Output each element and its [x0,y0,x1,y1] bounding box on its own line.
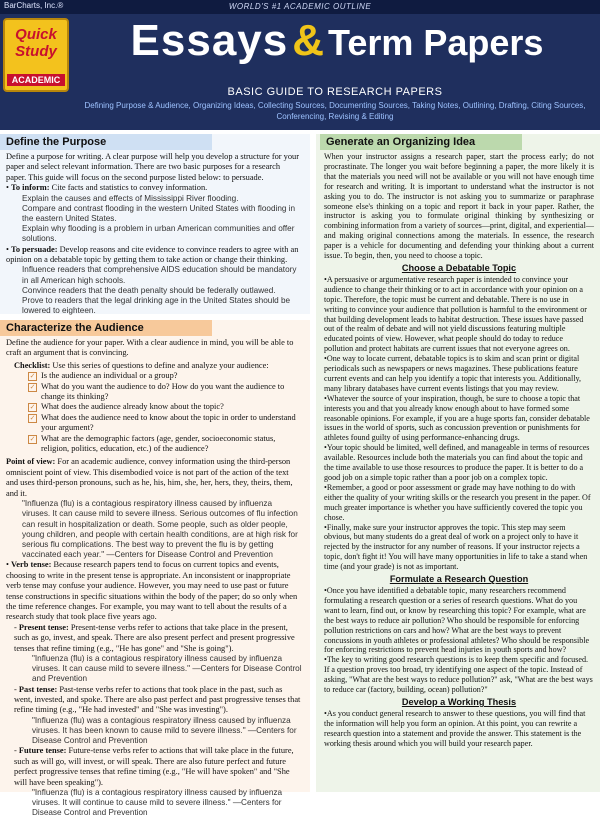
persuade-example: Convince readers that the death penalty should be federally outlawed. [22,285,276,295]
logo-line1: Quick [15,26,57,43]
inform-label: To inform: [11,183,50,193]
checklist [6,361,302,455]
bullet-text: Your topic should be limited, well defined, and manageable in terms of resources available. Resources include both the materials you can find about the topic and the time available to use those resources to produce the paper. It is better to do a good job on a simple topic rather than a poor job on a complex topic. [324,443,590,482]
audience-intro: Define the audience for your paper. With a clear audience in mind, you will be able to craft an argument that is convincing. [6,338,294,358]
pov-quote: "Influenza (flu) is a contagious respiratory illness caused by influenza viruses. It can cause mild to severe illness. Serious outcomes of flu infection can result in hospitalization or death. Some people, such as older people, young children, and people with certain health conditions, are at high risk for serious flu complications. The best way to prevent the flu is by getting vaccinated each year." —Centers for Disease Control and Prevention [22,499,298,560]
debatable-heading: Choose a Debatable Topic [401,262,517,273]
inform-example: Compare and contrast flooding in the western United States with flooding in the eastern United States. [22,203,296,224]
past-label: Past tense: [18,684,58,694]
checkbox-icon: ✓ [29,372,36,381]
checklist-item-text: What does the audience already know about the topic? [41,402,224,412]
checklist-item [14,371,302,381]
title-ampersand: & [292,16,325,65]
question-bullet: •Once you have identified a debatable topic, many researchers recommend formulating a research question or a series of research questions. What do you want to learn, find out, or know by researching this topic? For example, what are the best ways to reduce air pollution? Who should be responsible for enforcing pollution restrictions on cars and how? What are the best ways to prevent concussions in youth athletes or professional athletes? Who should be responsible for enforcing restrictions to prevent head injuries in youth sports and how? [324,585,590,655]
checklist-item [14,382,302,403]
bullet-text: Whatever the source of your inspiration, though, be sure to choose a topic that interests you and that you already know enough about to have formed some reasonable opinions. For example, if you are a huge sports fan, consider debatable issues in the world of sports, such as concussion prevention or punishments for athletes found guilty of using performance-enhancing drugs. [324,393,590,443]
audience-section [0,320,310,818]
bullet-text: As you conduct general research to answer to these questions, you will find that the information will help you form an opinion. At this point, you can rewrite a research question into a statement and provide the answer. This statement is the working thesis around which you will build your research paper. [324,708,586,748]
tense-label: Verb tense: [11,560,52,570]
purpose-intro: Define a purpose for writing. A clear purpose will help you develop a structure for your paper and select relevant information. There are two basic purposes for a research paper. This guide will focus on the second purpose listed below: to persuade. [6,152,300,182]
purpose-heading: Define the Purpose [0,134,212,150]
organizing-intro: When your instructor assigns a research paper, start the process early; do not procrastinate. The longer you wait before beginning a paper, the more likely it is that the materials you need will not be available or you will not have enough time for research and writing. It is important to understand what the instructor is not asking you to do. The instructor is not asking you to summarize or paraphrase someone else's thinking on a topic and report it back in your paper. Rather, the instructor is asking you to formulate original thinking by synthesizing or combining information from a variety of sources—print, digital, and experiential—and making original connections among the materials. In essence, the research paper is a vehicle for documenting and defending your thinking about a current issue. To begin, then, you need to choose a topic. [324,152,594,261]
pov-text: For an academic audience, convey information using the third-person omniscient point of view. This disembodied voice is not part of the action of the text and uses third-person pronouns, such as he, his, him, she, her, hers, they, theirs, them, and it. [6,457,293,498]
past-paragraph: - Past tense: Past-tense verbs refer to actions that took place in the past, such as went, invested, and spoke. There are also past perfect and past progressive tenses that refine timing (e.g., "He had invested" and "She was investing"). [14,684,301,715]
checkbox-icon: ✓ [29,413,36,422]
inform-text: Cite facts and statistics to convey information. [51,183,208,193]
checklist-label: Checklist: [14,360,51,370]
pov-label: Point of view: [6,457,56,467]
publisher: BarCharts, Inc.® [4,1,64,10]
title-part1: Essays [130,16,289,65]
future-quote: "Influenza (flu) is a contagious respiratory illness caused by influenza viruses. It will continue to cause mild to severe illness." —Centers for Disease Control and Prevention [32,788,283,818]
checkbox-icon: ✓ [29,403,36,412]
persuade-example: Influence readers that comprehensive AIDS education should be mandatory in all American high schools. [22,265,297,285]
quickstudy-logo [3,18,69,92]
checklist-item [14,413,302,434]
logo-line2: Study [15,43,57,60]
thesis-bullet: •As you conduct general research to answer to these questions, you will find that the information will help you form an opinion. At this point, you can rewrite a research question into a statement and provide the answer. This statement is the working thesis around which you will build your research paper. [324,708,586,748]
topics-list: Defining Purpose & Audience, Organizing Ideas, Collecting Sources, Documenting Sources, Taking Notes, Outlining, Drafting, Citing Sources, Conferencing, Revising & Editing [84,101,586,121]
checkbox-icon: ✓ [29,382,36,391]
persuade-example: Prove to readers that the legal drinking age in the United States should be lowered to eighteen. [22,296,291,316]
purpose-section [0,134,310,314]
thesis-heading: Develop a Working Thesis [401,696,517,707]
logo-line3: ACADEMIC [7,74,65,86]
organizing-section [316,134,600,792]
checklist-item [14,434,302,455]
checklist-item-text: What are the demographic factors (age, gender, socioeconomic status, religion, politics, education, etc.) of the audience? [41,433,276,454]
header [0,0,600,130]
tense-text: Because research papers tend to focus on current topics and events, choosing to write in the present tense is appropriate. An inconsistent or inappropriate verb tense may confuse your audience. However, you may need to use past or future tense constructions in specific situations within the body of the paper; do so only when the time reference changes. For example, you may want to tell about the results of a research study that took place five years ago. [6,560,298,622]
future-text: Future-tense verbs refer to actions that will take place in the future, such as will go, will invest, or will speak. There are also future perfect and future perfect progressive tenses that refine timing (e.g., "He will have spoken" and "She will have been speaking"). [14,746,294,787]
past-quote: "Influenza (flu) was a contagious respiratory illness caused by influenza viruses. It has been known to cause mild to severe illness." —Centers for Disease Control and Prevention [32,715,297,746]
debatable-bullet: •Remember, a good or poor assessment or grade may have nothing to do with either the quality of your writing skills or the research you present in the paper. Of much greater importance is whether you have sufficiently covered the topic you chose. [324,482,591,522]
debatable-bullet: •Your topic should be limited, well defined, and manageable in terms of resources available. Resources include both the materials you can find about the topic and the time available to use those resources to produce the paper. It is better to do a good job on a simple topic rather than a poor job on a complex topic. [324,443,590,482]
debatable-bullet: •A persuasive or argumentative research paper is intended to convince your audience to change their thinking or to act in accordance with your opinion on a topic. Therefore, the topic must be current and debatable. There is no use in writing to convince your audience that pollution is harmful to the environment or that building development leads to habitat destruction. These issues have passed out of the realm of debate and will not yield discussions featuring multiple educated points of view. However, what people should do today to reduce pollution and protect habitats are current issues that not everyone agrees on. [324,274,587,354]
audience-heading: Characterize the Audience [0,320,212,336]
future-label: Future tense: [18,746,67,756]
inform-example: Explain why flooding is a problem in urban American communities and offer solutions. [22,224,295,244]
checklist-item-text: What do you want the audience to do? How do you want the audience to change its thinking? [41,381,285,402]
bullet-text: Remember, a good or poor assessment or grade may have nothing to do with either the quality of your writing skills or the research you present in the paper. Of much greater importance is whether you have sufficiently covered the topic you chose. [324,482,591,522]
inform-example: Explain the causes and effects of Mississippi River flooding. [22,193,239,203]
title-part2: Term Papers [328,22,544,63]
pov-paragraph [6,457,302,499]
debatable-bullet: •Finally, make sure your instructor approves the topic. This step may seem obvious, but many students do a great deal of work on a project only to have it rejected by the instructor for any number of reasons. If your instructor rejects a topic, don't fight it! You will have many opportunities in life to take a stand when time (and your grade) is not as important. [324,522,588,572]
page-title [82,16,592,66]
tense-paragraph: • Verb tense: Because research papers tend to focus on current topics and events, choosing to write in the present tense is appropriate. An inconsistent or inappropriate verb tense may confuse your audience. However, you may need to use past or future tense constructions in specific situations within the body of the paper; do so only when the time reference changes. For example, you may want to tell about the results of a research study that took place five years ago. [6,560,298,622]
checklist-item [14,402,302,412]
persuade-item: • To persuade: Develop reasons and cite evidence to convince readers to agree with an opinion on a debatable topic by getting them to take action or change their thinking. [6,244,299,265]
checklist-item-text: What does the audience need to know about the topic in order to understand your argument? [41,412,296,433]
bullet-text: Once you have identified a debatable topic, many researchers recommend formulating a research question or a series of research questions. What do you want to learn, find out, or know by researching this topic? For example, what are the best ways to reduce air pollution? Who should be responsible for enforcing pollution restrictions on cars and how? What are the best ways to prevent concussions in youth athletes or professional athletes? Who should be responsible for enforcing restrictions to prevent head injuries in youth sports and how? [324,585,590,655]
present-paragraph: - Present tense: Present-tense verbs refer to actions that take place in the present, such as go, invest, and speak. There are also present perfect and present progressive tenses that refine timing (e.g., "He has gone" and "She is going"). [14,622,295,653]
persuade-text: Develop reasons and cite evidence to convince readers to agree with an opinion on a debatable topic by getting them to take action or change their thinking. [6,244,299,265]
past-text: Past-tense verbs refer to actions that took place in the past, such as went, invested, and spoke. There are also past perfect and past progressive tenses that refine timing (e.g., "He had invested" and "She was investing"). [14,684,301,715]
debatable-bullet: •Whatever the source of your inspiration, though, be sure to choose a topic that interests you and that you already know enough about to have formed some reasonable opinions. For example, if you are a huge sports fan, consider debatable issues in the world of sports, such as concussion prevention or punishments for athletes found guilty of using performance-enhancing drugs. [324,393,590,443]
future-paragraph: - Future tense: Future-tense verbs refer to actions that will take place in the future, such as will go, will invest, or will speak. There are also future perfect and future perfect progressive tenses that refine timing (e.g., "He will have spoken" and "She will have been speaking"). [14,746,294,787]
present-label: Present tense: [18,622,69,632]
inform-item: • To inform: Cite facts and statistics to convey information. [6,183,208,193]
question-heading: Formulate a Research Question [389,574,529,585]
bullet-text: The key to writing good research questions is to keep them specific and focused. If a question proves too broad, try identifying one aspect of the topic. Instead of asking, "What are the best ways to reduce pollution?" ask, "What are the best ways to reduce car (factory, building, ocean) pollution?" [324,655,593,695]
debatable-bullet: •One way to locate current, debatable topics is to skim and scan print or digital periodicals such as newspapers or news magazines. These publications feature current events and can help you identify a topic that interests you. Additionally, many library databases have current events listings that you may review. [324,354,582,393]
persuade-label: To persuade: [11,244,58,254]
present-text: Present-tense verbs refer to actions that take place in the present, such as go, invest, and speak. There are also present perfect and present progressive tenses that refine timing (e.g., "He has gone" and "She is going"). [14,622,295,653]
tagline: WORLD'S #1 ACADEMIC OUTLINE [228,2,372,11]
checklist-intro: Use this series of questions to define and analyze your audience: [52,360,269,370]
bullet-text: A persuasive or argumentative research paper is intended to convince your audience to change their thinking or to act in accordance with your opinion on a topic. Therefore, the topic must be current and debatable. There is no use in writing to convince your audience that pollution is harmful to the environment or that building development leads to habitat destruction. These issues have passed out of the realm of debate and will not yield discussions featuring multiple educated points of view. However, what people should do today to reduce pollution and protect habitats are current issues that not everyone agrees on. [324,274,587,354]
left-column [0,134,312,818]
subtitle: BASIC GUIDE TO RESEARCH PAPERS [227,86,443,98]
bullet-text: Finally, make sure your instructor approves the topic. This step may seem obvious, but many students do a great deal of work on a project only to have it rejected by the instructor for any number of reasons. If your instructor rejects a topic, don't fight it! You will have many opportunities in life to take a stand when time (and your grade) is not as important. [324,522,588,572]
question-bullet: •The key to writing good research questions is to keep them specific and focused. If a question proves too broad, try identifying one aspect of the topic. Instead of asking, "What are the best ways to reduce pollution?" ask, "What are the best ways to reduce car (factory, building, ocean) pollution?" [324,655,593,695]
checkbox-icon: ✓ [29,434,36,443]
organizing-heading: Generate an Organizing Idea [320,134,522,150]
present-quote: "Influenza (flu) is a contagious respiratory illness caused by influenza viruses. It can cause mild to severe illness." —Centers for Disease Control and Prevention [32,653,302,684]
checklist-item-text: Is the audience an individual or a group? [41,371,178,381]
bullet-text: One way to locate current, debatable topics is to skim and scan print or digital periodicals such as newspapers or news magazines. These publications feature current events and can help you identify a topic that interests you. Additionally, many library databases have current events listings that you may review. [324,354,582,393]
